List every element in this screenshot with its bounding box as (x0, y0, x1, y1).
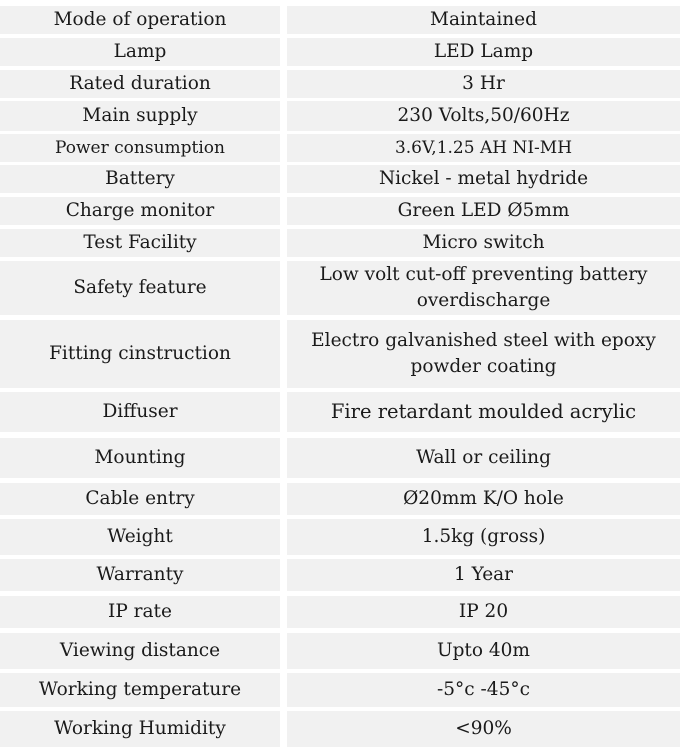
spec-label: Mode of operation (0, 6, 280, 34)
spec-label: Weight (0, 519, 280, 555)
spec-value: Electro galvanished steel with epoxy powder coating (287, 320, 680, 388)
spec-value: Upto 40m (287, 633, 680, 669)
spec-value: 1.5kg (gross) (287, 519, 680, 555)
spec-label: Main supply (0, 101, 280, 131)
spec-value: 3.6V,1.25 AH NI-MH (287, 134, 680, 162)
spec-value: Ø20mm K/O hole (287, 483, 680, 515)
spec-value: Wall or ceiling (287, 438, 680, 478)
spec-label: Test Facility (0, 229, 280, 257)
spec-value: Green LED Ø5mm (287, 197, 680, 225)
spec-label: Rated duration (0, 70, 280, 98)
spec-value: 3 Hr (287, 70, 680, 98)
spec-value: Maintained (287, 6, 680, 34)
spec-label: Lamp (0, 38, 280, 66)
spec-value: <90% (287, 711, 680, 747)
spec-label: Safety feature (0, 261, 280, 315)
spec-label: Fitting cinstruction (0, 320, 280, 388)
spec-value: Nickel - metal hydride (287, 165, 680, 193)
spec-value: LED Lamp (287, 38, 680, 66)
spec-label: Mounting (0, 438, 280, 478)
spec-value: Micro switch (287, 229, 680, 257)
spec-label: Working temperature (0, 673, 280, 707)
spec-label: Working Humidity (0, 711, 280, 747)
spec-value: 1 Year (287, 559, 680, 591)
spec-label: IP rate (0, 596, 280, 628)
spec-value: Low volt cut-off preventing battery overdischarge (287, 261, 680, 315)
spec-value: IP 20 (287, 596, 680, 628)
spec-label: Viewing distance (0, 633, 280, 669)
spec-label: Battery (0, 165, 280, 193)
spec-label: Diffuser (0, 392, 280, 432)
spec-value: 230 Volts,50/60Hz (287, 101, 680, 131)
spec-value: Fire retardant moulded acrylic (287, 392, 680, 432)
spec-label: Warranty (0, 559, 280, 591)
spec-label: Charge monitor (0, 197, 280, 225)
spec-label: Power consumption (0, 134, 280, 162)
spec-label: Cable entry (0, 483, 280, 515)
spec-value: -5°c -45°c (287, 673, 680, 707)
